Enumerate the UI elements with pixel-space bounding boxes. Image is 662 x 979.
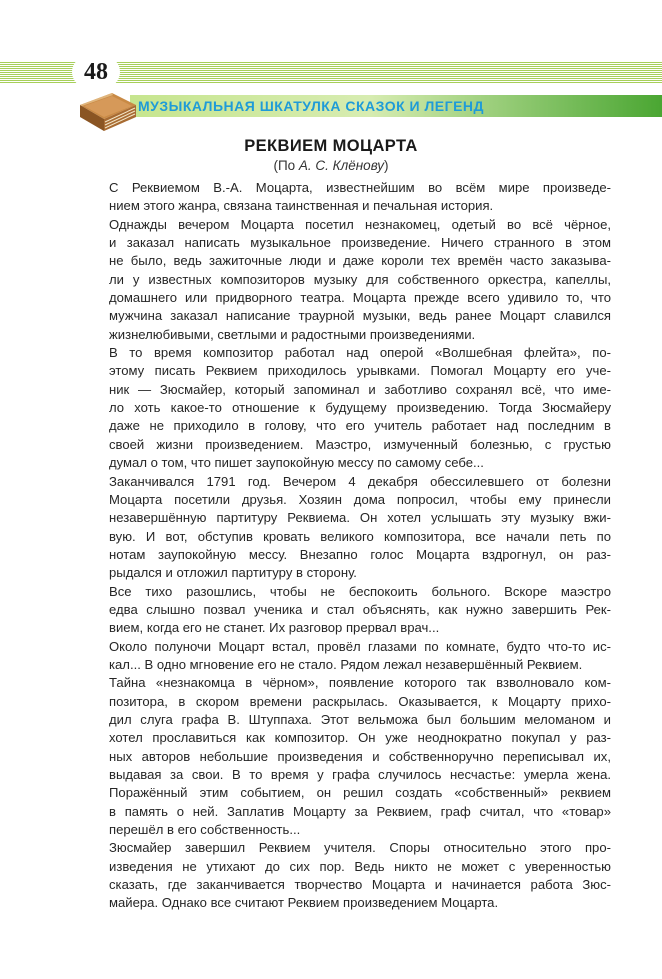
text-line: рыдался и отложил партитуру в сторону. <box>109 565 357 581</box>
text-line: Однажды вечером Моцарта посетил незнакомец, одетый во всё чёрное, <box>109 216 611 232</box>
text-line: хотел прославиться как композитор. Он уже неоднократно покупал у раз- <box>109 730 611 746</box>
text-line: Поражённый этим событием, он решил создать «собственный» реквием <box>109 785 611 801</box>
text-line: ных авторов небольшие произведения и собственноручно переписывал их, <box>109 748 611 764</box>
text-line: изведения не утихают до сих пор. Ведь никто не может с уверенностью <box>109 858 611 874</box>
book-icon <box>76 89 140 135</box>
text-line: думал о том, что пишет заупокойную мессу по самому себе... <box>109 455 484 471</box>
text-line: Около полуночи Моцарт встал, провёл глазами по комнате, будто что-то ис- <box>109 638 611 654</box>
text-line: незавершённую партитуру Реквиема. Он хотел услышать эту музыку вжи- <box>109 510 611 526</box>
text-line: жизнелюбивыми, светлыми и радостными произведениями. <box>109 326 476 342</box>
paragraph <box>87 583 611 638</box>
text-line: ли у известных композиторов музыку для собственного оркестра, капеллы, <box>109 271 611 287</box>
text-line: домашнего или придворного театра. Моцарта прежде всего удивило то, что <box>109 290 611 306</box>
text-line: майера. Однако все считают Реквием произведением Моцарта. <box>109 895 499 911</box>
article-body <box>87 179 611 913</box>
text-line: дил слуга графа В. Штуппаха. Этот вельможа был большим меломаном и <box>109 711 611 727</box>
text-line: нотам заупокойную мессу. Внезапно голос Моцарта вздрогнул, он раз- <box>109 546 611 562</box>
text-line: своей жизни произведением. Маэстро, измученный болезнью, с грустью <box>109 436 611 452</box>
text-line: в память о ней. Заплатив Моцарту за Реквием, граф считал, что «товар» <box>109 803 611 819</box>
source-suffix: ) <box>384 158 389 173</box>
text-line: перешёл в его собственность... <box>109 822 301 838</box>
text-line: Все тихо разошлись, чтобы не беспокоить больного. Вскоре маэстро <box>109 583 611 599</box>
page-number: 48 <box>72 56 120 88</box>
text-line: выдавая за свои. В то время у графа случилось несчастье: умерла жена. <box>109 767 611 782</box>
text-line: вием, когда его не станет. Их разговор прервал врач... <box>109 620 440 636</box>
paragraph <box>87 839 611 912</box>
paragraph <box>87 216 611 344</box>
text-line: вую. И вот, обступив кровать великого композитора, все начали петь по <box>109 528 611 544</box>
text-line: Моцарта посетили друзья. Хозяин дома попросил, чтобы ему принесли <box>109 491 611 507</box>
text-line: В то время композитор работал над оперой «Волшебная флейта», по- <box>109 345 611 361</box>
paragraph <box>87 344 611 472</box>
source-author: А. С. Клёнову <box>298 158 385 173</box>
paragraph <box>87 674 611 839</box>
paragraph <box>87 638 611 675</box>
text-line: и заказал написать музыкальное произведение. Ничего странного в этом <box>109 235 611 251</box>
text-line: едва слышно позвал ученика и стал объяснять, как нужно завершить Рек- <box>109 601 611 617</box>
paragraph <box>87 473 611 583</box>
text-line: не было, ведь зажиточные люди и даже короли тех времён часто заказыва- <box>109 253 611 269</box>
text-line: Заканчивался 1791 год. Вечером 4 декабря обессилевшего от болезни <box>109 473 611 489</box>
section-title: МУЗЫКАЛЬНАЯ ШКАТУЛКА СКАЗОК И ЛЕГЕНД <box>138 98 485 114</box>
source-prefix: (По <box>273 158 299 173</box>
text-line: нием этого жанра, связана таинственная и печальная история. <box>109 198 494 214</box>
text-line: ло хоть какое-то отношение к будущему произведению. Тогда Зюсмайеру <box>109 400 611 416</box>
article-title: РЕКВИЕМ МОЦАРТА <box>244 137 418 155</box>
text-line: кал... В одно мгновение его не стало. Рядом лежал незавершённый Реквием. <box>109 656 583 672</box>
text-line: ник — Зюсмайер, который запоминал и заботливо сохранял всё, что име- <box>109 381 611 397</box>
text-line: Зюсмайер завершил Реквием учителя. Споры относительно этого про- <box>109 840 611 856</box>
text-line: Тайна «незнакомца в чёрном», появление которого так взволновало ком- <box>109 675 611 691</box>
text-line: этому писать Реквием приходилось урывками. Помогал Моцарту его уче- <box>109 363 611 379</box>
paragraph <box>87 179 611 216</box>
text-line: мужчина заказал написание траурной музыки, ведь ранее Моцарт славился <box>109 308 611 324</box>
article-source <box>0 158 662 173</box>
text-line: сказать, где заканчивается творчество Моцарта и начинается работа Зюс- <box>109 877 611 893</box>
text-line: даже не приходило в голову, что его учитель работает над последним в <box>109 418 611 434</box>
text-line: С Реквиемом В.-А. Моцарта, известнейшим во всём мире произведе- <box>109 180 611 195</box>
text-line: позитора, в скором времени раскрылась. Оказывается, к Моцарту прихо- <box>109 693 611 709</box>
